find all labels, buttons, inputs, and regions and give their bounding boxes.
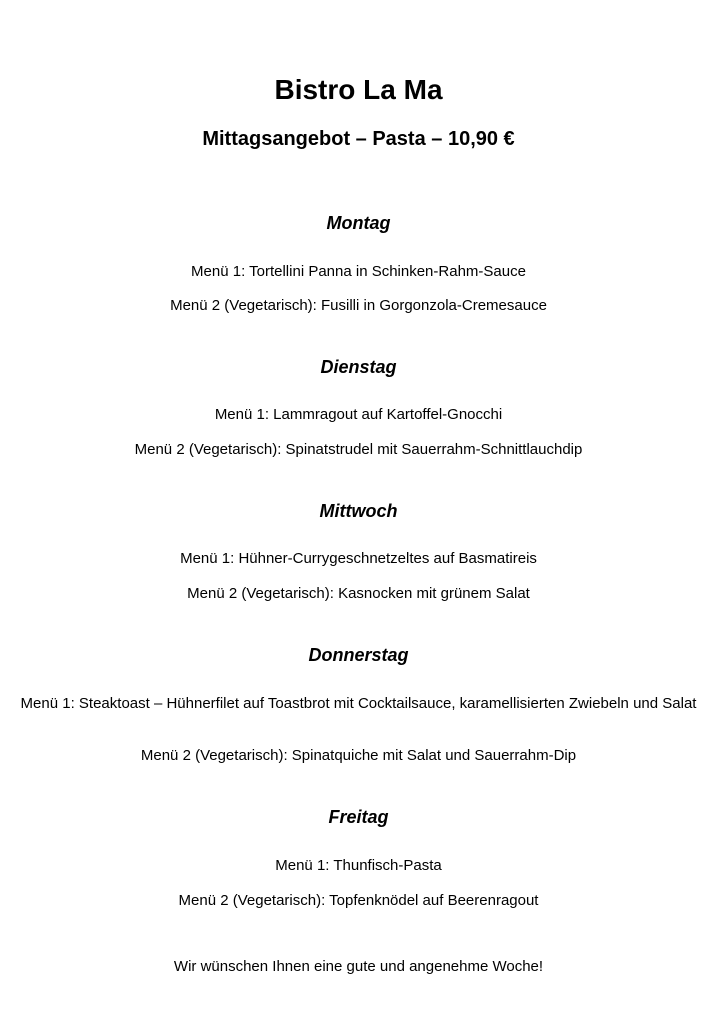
restaurant-title: Bistro La Ma (274, 74, 443, 105)
day-heading-wednesday: Mittwoch (319, 501, 398, 521)
day-heading-friday: Freitag (328, 807, 389, 827)
menu-item-thursday-2: Menü 2 (Vegetarisch): Spinatquiche mit Salat und Sauerrahm-Dip (140, 747, 577, 764)
day-heading-thursday: Donnerstag (308, 645, 409, 665)
menu-item-wednesday-1: Menü 1: Hühner-Currygeschnetzeltes auf Basmatireis (180, 550, 537, 567)
menu-item-friday-1: Menü 1: Thunfisch-Pasta (275, 857, 442, 874)
menu-item-tuesday-1: Menü 1: Lammragout auf Kartoffel-Gnocchi (214, 406, 503, 423)
menu-item-thursday-1: Menü 1: Steaktoast – Hühnerfilet auf Toastbrot mit Cocktailsauce, karamellisierten Zwiebeln und Salat (20, 695, 697, 712)
lunch-offer-subtitle: Mittagsangebot – Pasta – 10,90 € (202, 128, 515, 150)
day-heading-tuesday: Dienstag (320, 357, 397, 377)
menu-item-friday-2: Menü 2 (Vegetarisch): Topfenknödel auf Beerenragout (178, 892, 539, 909)
closing-message: Wir wünschen Ihnen eine gute und angenehme Woche! (173, 958, 544, 975)
menu-item-tuesday-2: Menü 2 (Vegetarisch): Spinatstrudel mit Sauerrahm-Schnittlauchdip (134, 441, 583, 458)
menu-item-monday-1: Menü 1: Tortellini Panna in Schinken-Rahm-Sauce (191, 263, 526, 280)
menu-item-wednesday-2: Menü 2 (Vegetarisch): Kasnocken mit grünem Salat (187, 585, 530, 602)
menu-item-monday-2: Menü 2 (Vegetarisch): Fusilli in Gorgonzola-Cremesauce (170, 297, 547, 314)
day-heading-monday: Montag (326, 213, 391, 233)
